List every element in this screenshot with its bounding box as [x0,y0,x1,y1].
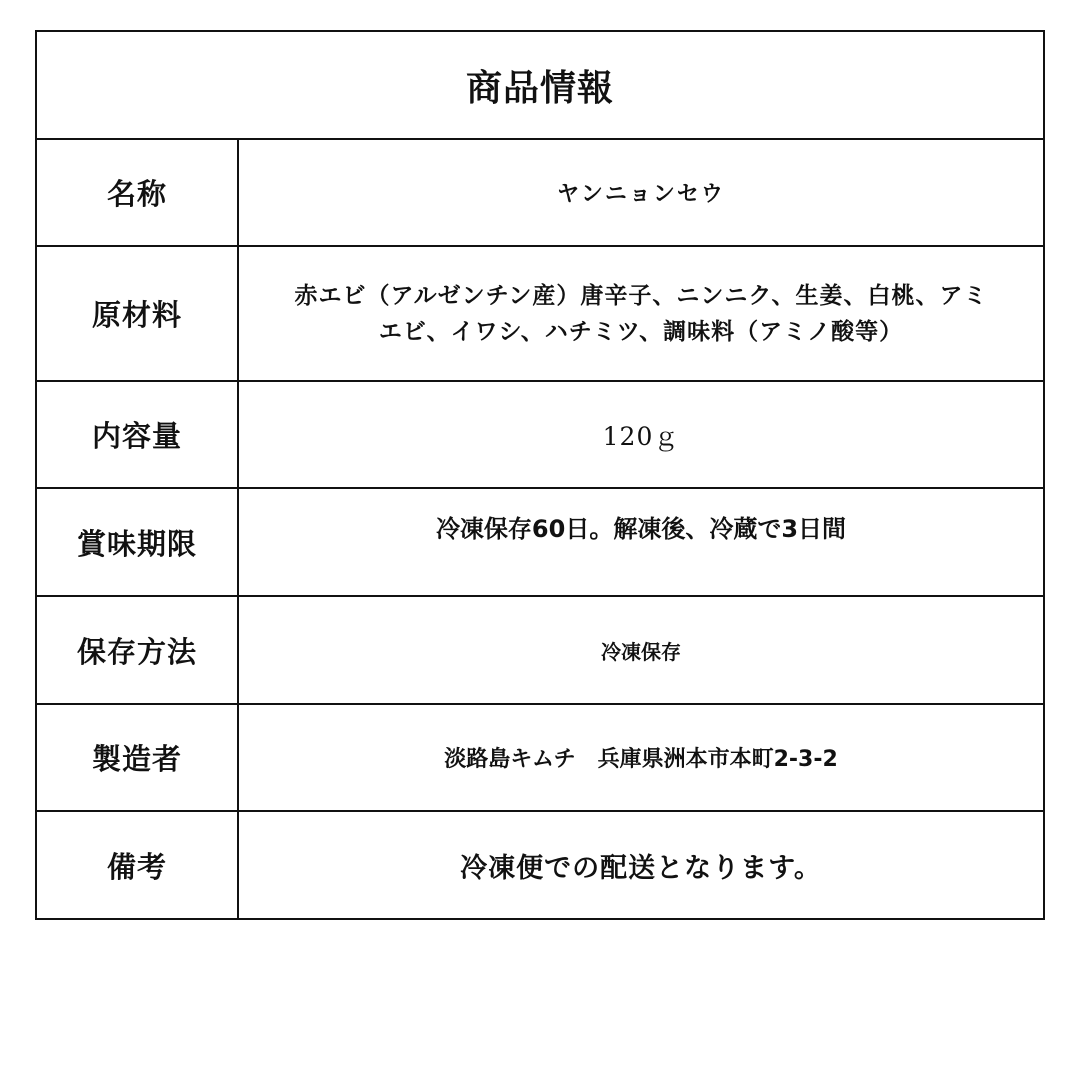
label-name: 名称 [37,140,239,245]
ingredients-line-2: エビ、イワシ、ハチミツ、調味料（アミノ酸等） [378,318,904,345]
value-maker: 淡路島キムチ 兵庫県洲本市本町2-3-2 [444,747,838,772]
value-remarks: 冷凍便での配送となります。 [460,852,822,884]
label-content: 内容量 [37,382,239,487]
label-maker: 製造者 [37,705,239,810]
label-remarks: 備考 [37,812,239,918]
row-remarks [37,812,1043,918]
value-expiry: 冷凍保存60日。解凍後、冷蔵で3日間 [435,515,847,543]
value-storage: 冷凍保存 [601,639,681,664]
product-info-table [35,30,1045,920]
row-maker [37,705,1043,812]
label-ingredients: 原材料 [37,247,239,380]
ingredients-line-1: 赤エビ（アルゼンチン産）唐辛子、ニンニク、生姜、白桃、アミ [294,282,988,309]
row-storage [37,597,1043,705]
row-ingredients [37,247,1043,382]
label-expiry: 賞味期限 [37,489,239,595]
value-content: 120ｇ [602,421,680,451]
value-ingredients [239,247,1043,380]
value-name: ヤンニョンセウ [557,182,725,207]
label-storage: 保存方法 [37,597,239,703]
row-name [37,140,1043,247]
table-title: 商品情報 [37,32,1043,140]
row-expiry [37,489,1043,597]
row-content [37,382,1043,489]
